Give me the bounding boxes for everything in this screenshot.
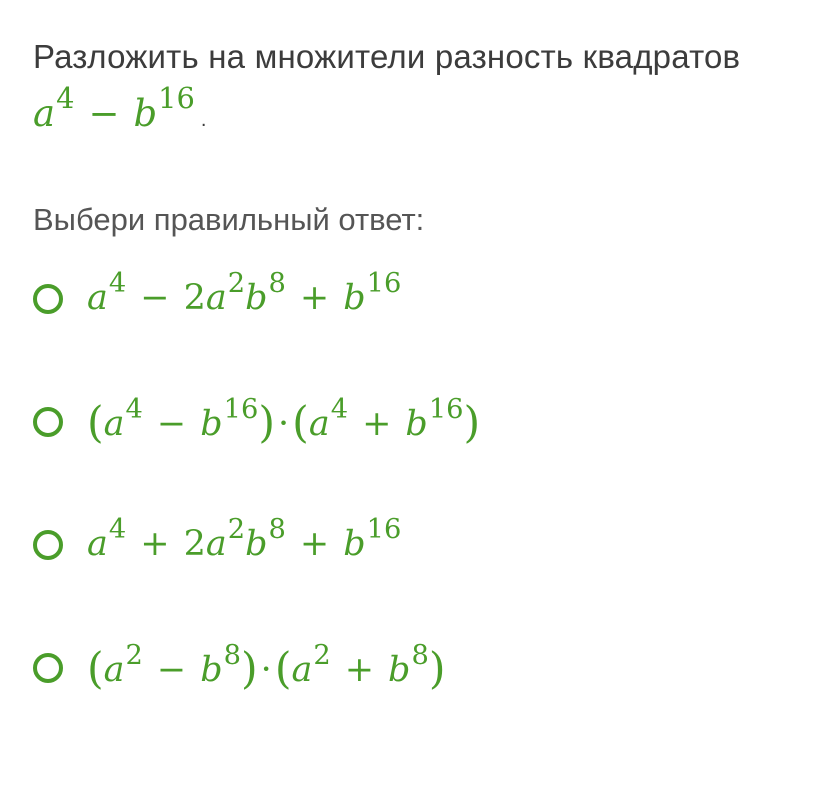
radio-button[interactable] xyxy=(33,284,63,314)
period: . xyxy=(200,109,207,131)
operator: + xyxy=(140,524,170,564)
open-paren: ( xyxy=(87,398,104,449)
var-a: a xyxy=(205,524,227,564)
option-expression xyxy=(87,268,402,318)
var-b: b xyxy=(388,650,411,690)
exponent: 16 xyxy=(366,514,402,546)
var-a: a xyxy=(103,404,125,444)
var-a: a xyxy=(87,278,108,318)
exponent: 8 xyxy=(223,640,242,672)
var-b: b xyxy=(343,524,366,564)
exponent: 4 xyxy=(56,81,75,116)
operator: − xyxy=(88,92,120,135)
var-b: b xyxy=(245,278,268,318)
exponent: 4 xyxy=(108,268,127,300)
radio-button[interactable] xyxy=(33,653,63,683)
exponent: 2 xyxy=(227,268,246,300)
var-a: a xyxy=(205,278,227,318)
operator: + xyxy=(299,524,330,564)
operator: + xyxy=(344,650,375,690)
radio-button[interactable] xyxy=(33,407,63,437)
exponent: 2 xyxy=(227,514,246,546)
var-b: b xyxy=(405,404,428,444)
coefficient: 2 xyxy=(183,278,206,318)
exponent: 2 xyxy=(125,640,143,672)
var-a: a xyxy=(87,524,108,564)
option-expression xyxy=(87,394,481,449)
multiply-dot: · xyxy=(278,404,290,444)
var-a: a xyxy=(33,92,56,135)
var-b: b xyxy=(200,404,223,444)
close-paren: ) xyxy=(258,398,276,449)
operator: + xyxy=(362,404,392,444)
answer-option-2[interactable] xyxy=(33,394,481,449)
exponent: 8 xyxy=(268,514,286,546)
option-expression xyxy=(87,640,446,695)
answer-option-1[interactable] xyxy=(33,268,402,318)
coefficient: 2 xyxy=(183,524,206,564)
multiply-dot: · xyxy=(260,650,272,690)
answer-option-4[interactable] xyxy=(33,640,446,695)
exponent: 4 xyxy=(330,394,349,426)
exponent: 16 xyxy=(223,394,259,426)
var-a: a xyxy=(308,404,330,444)
exponent: 8 xyxy=(268,268,286,300)
open-paren: ( xyxy=(274,644,292,695)
radio-button[interactable] xyxy=(33,530,63,560)
var-b: b xyxy=(343,278,366,318)
var-a: a xyxy=(103,650,125,690)
close-paren: ) xyxy=(463,398,481,449)
operator: + xyxy=(299,278,330,318)
operator: − xyxy=(156,650,187,690)
answer-prompt: Выбери правильный ответ: xyxy=(33,202,425,237)
var-b: b xyxy=(133,92,158,135)
open-paren: ( xyxy=(292,398,309,449)
exponent: 4 xyxy=(125,394,143,426)
exponent: 4 xyxy=(108,514,127,546)
close-paren: ) xyxy=(428,644,446,695)
exponent: 16 xyxy=(158,81,195,116)
exponent: 16 xyxy=(366,268,402,300)
exponent: 16 xyxy=(428,394,464,426)
answer-option-3[interactable] xyxy=(33,514,402,564)
operator: − xyxy=(156,404,187,444)
exponent: 8 xyxy=(411,640,429,672)
close-paren: ) xyxy=(241,644,258,695)
exponent: 2 xyxy=(313,640,331,672)
var-b: b xyxy=(200,650,223,690)
option-expression xyxy=(87,514,402,564)
var-b: b xyxy=(245,524,268,564)
question-text: Разложить на множители разность квадратов xyxy=(33,38,741,75)
open-paren: ( xyxy=(87,644,104,695)
question-expression xyxy=(33,81,207,135)
operator: − xyxy=(140,278,170,318)
var-a: a xyxy=(291,650,313,690)
